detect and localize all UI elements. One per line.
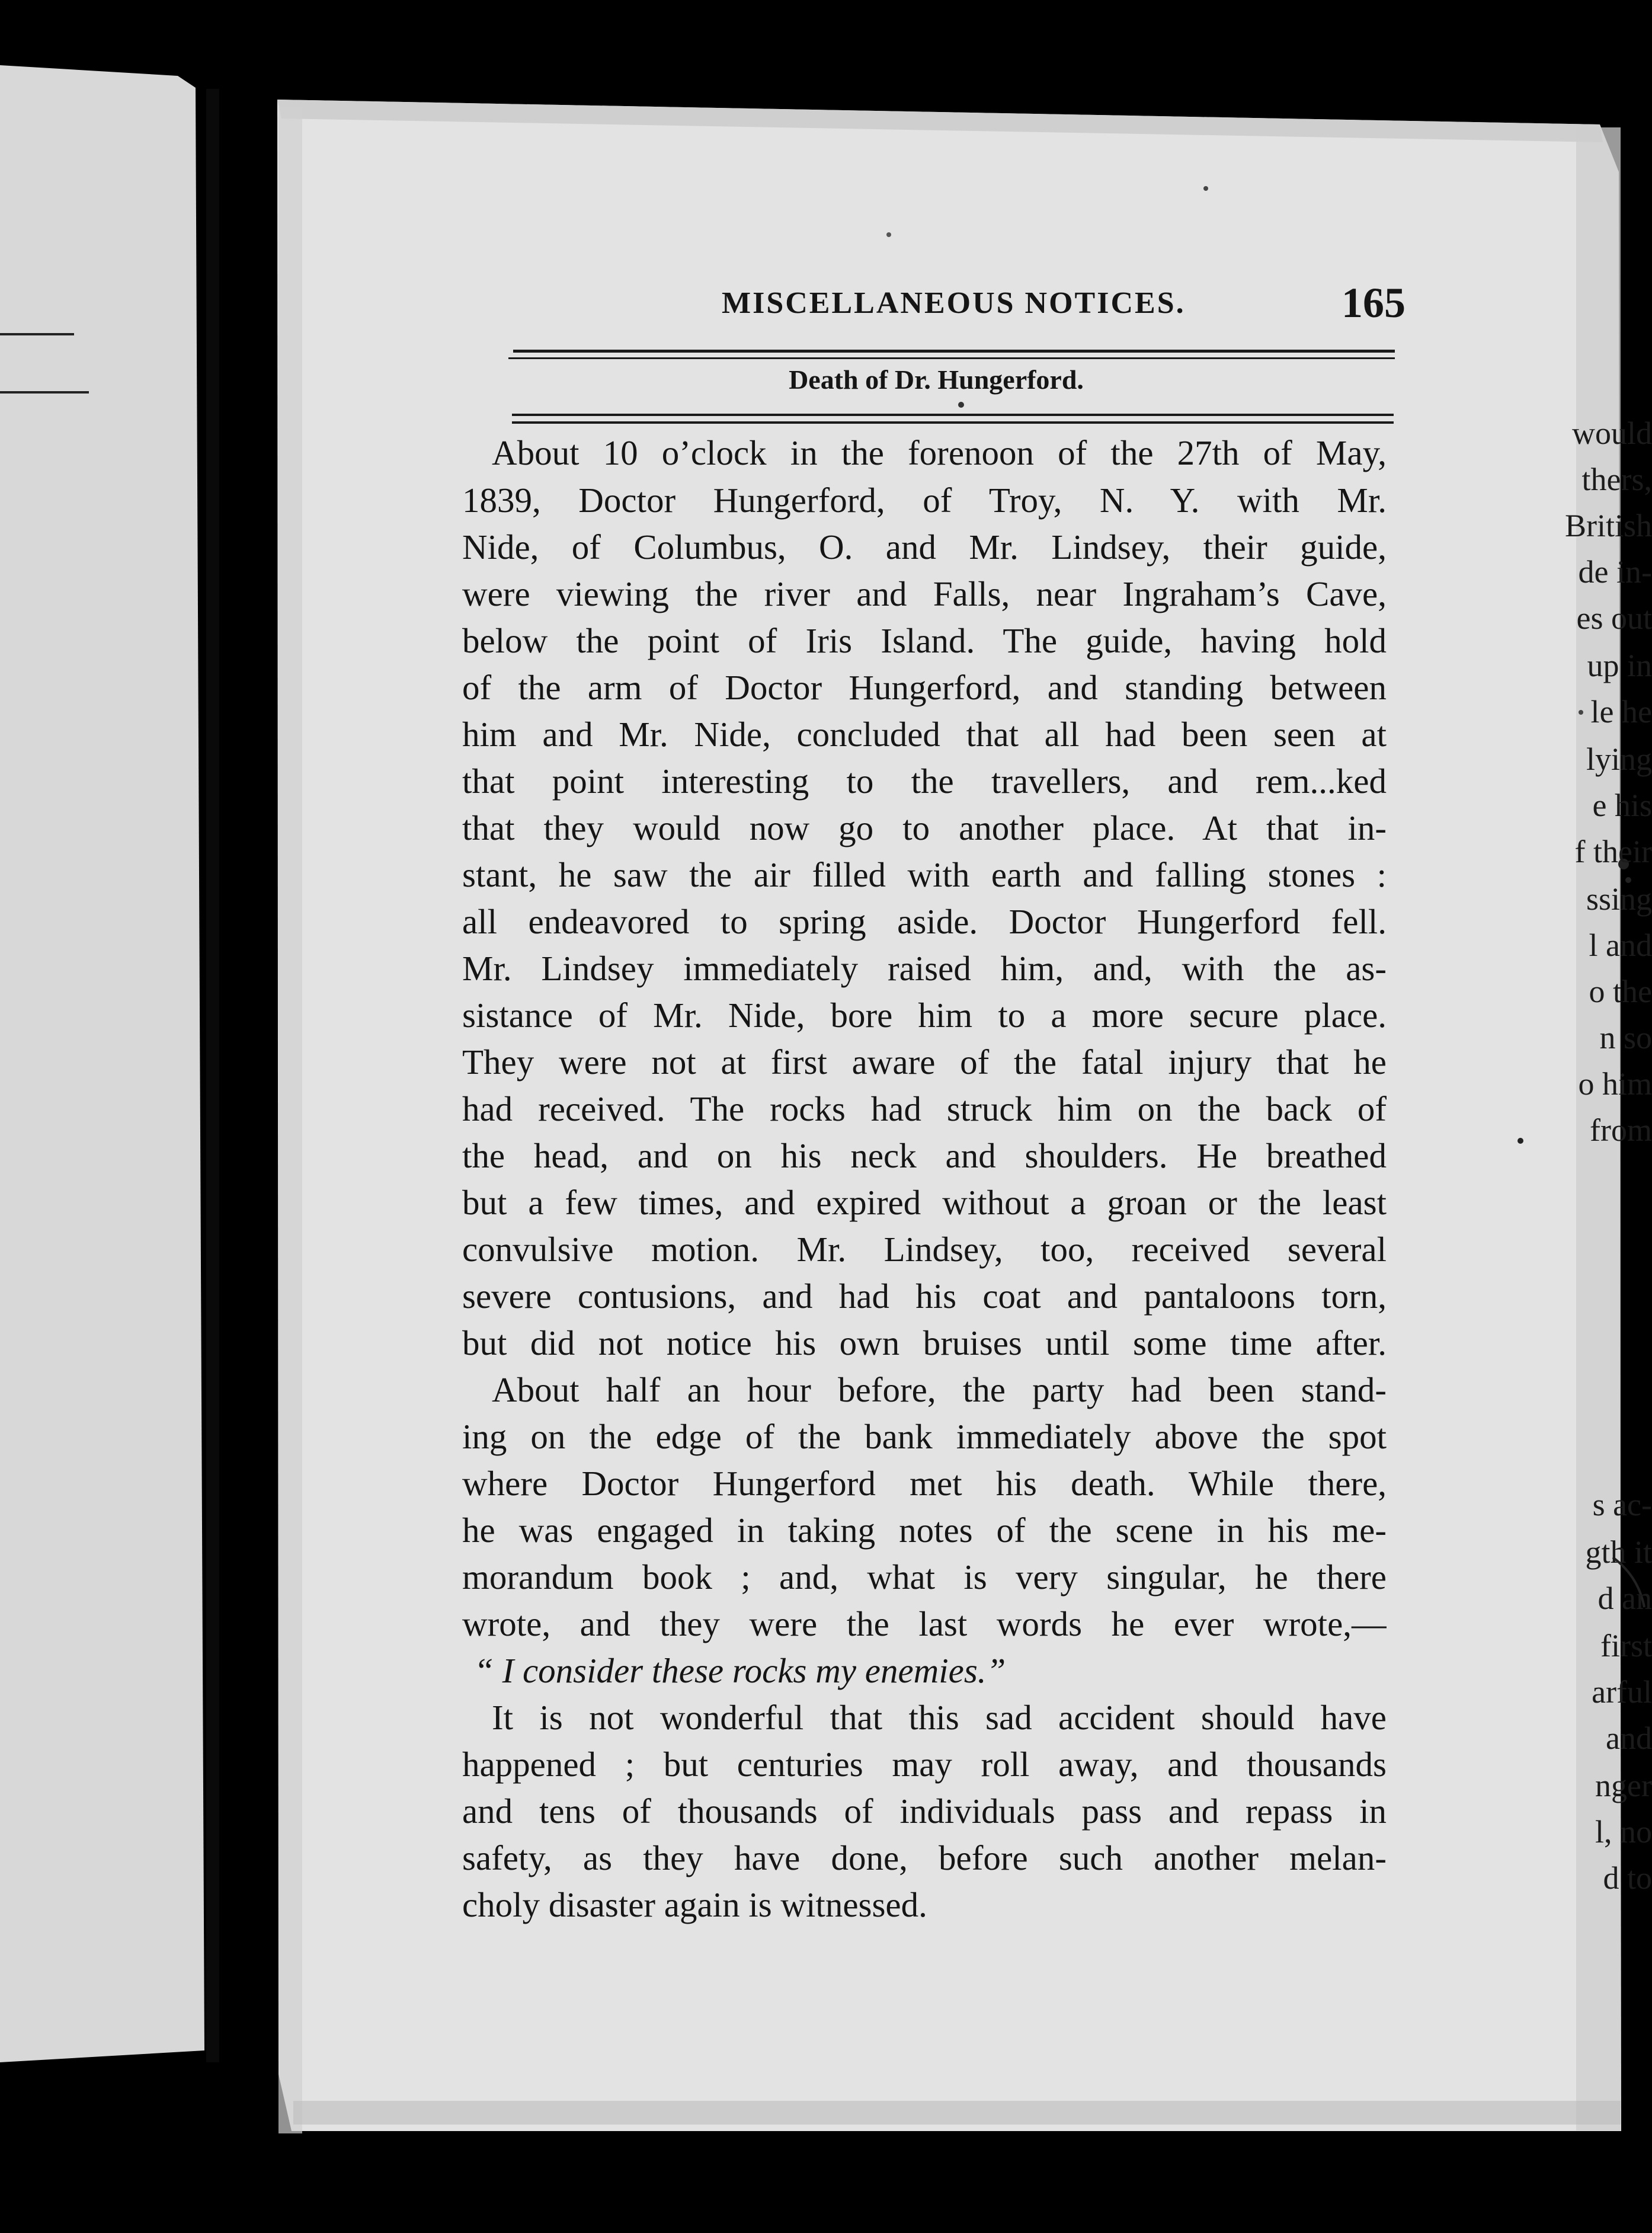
body-line: sistance of Mr. Nide, bore him to a more secure place. (462, 996, 1387, 1035)
body-line: that they would now go to another place. At that in- (462, 808, 1387, 847)
left-page-fragment: o him (1578, 1066, 1652, 1102)
left-page-fragment: and (1606, 1720, 1652, 1756)
left-page-fragment: e his (1592, 788, 1652, 823)
body-line: that point interesting to the travellers, and rem...ked (462, 762, 1387, 801)
left-page-fragment: le he (1590, 694, 1652, 730)
left-page-fragment: f their (1574, 834, 1652, 869)
left-page-fragment: d an (1597, 1581, 1652, 1616)
left-page-fragment: would (1572, 415, 1652, 451)
body-line: It is not wonderful that this sad accident should have (492, 1698, 1387, 1737)
body-line: About half an hour before, the party had been stand- (492, 1370, 1387, 1409)
body-line: but did not notice his own bruises until some time after. (462, 1323, 1387, 1362)
left-page-fragment: o the (1589, 974, 1652, 1009)
quoted-line: “ I consider these rocks my enemies.” (474, 1651, 1006, 1690)
body-line: where Doctor Hungerford met his death. While there, (462, 1464, 1387, 1503)
body-line: ing on the edge of the bank immediately above the spot (462, 1417, 1387, 1456)
left-page-fragment: lying (1586, 741, 1652, 777)
body-line: 1839, Doctor Hungerford, of Troy, N. Y. with Mr. (462, 481, 1387, 520)
running-head: MISCELLANEOUS NOTICES. (722, 286, 1186, 320)
body-line: stant, he saw the air filled with earth and falling stones : (462, 855, 1387, 894)
body-line: severe contusions, and had his coat and pantaloons torn, (462, 1277, 1387, 1316)
left-page-fragment: nger (1595, 1768, 1652, 1803)
left-page-fragment: British (1564, 508, 1652, 543)
body-line: were viewing the river and Falls, near Ingraham’s Cave, (462, 574, 1387, 613)
body-line: had received. The rocks had struck him on the back of (462, 1089, 1387, 1128)
left-page-fragment: l and (1589, 927, 1652, 963)
left-page-fragment: gth it (1585, 1534, 1652, 1570)
body-line: safety, as they have done, before such another melan- (462, 1838, 1387, 1877)
left-page-fragment: de in- (1578, 554, 1652, 590)
left-page-fragment: from (1590, 1112, 1652, 1148)
left-page-fragment: n so (1599, 1020, 1652, 1055)
left-page-fragment: up in (1587, 648, 1652, 683)
body-line: Nide, of Columbus, O. and Mr. Lindsey, their guide, (462, 527, 1387, 567)
body-line: They were not at first aware of the fatal injury that he (462, 1042, 1387, 1082)
body-line: wrote, and they were the last words he ever wrote,— (462, 1604, 1387, 1643)
left-page-fragment: s ac- (1592, 1487, 1652, 1522)
left-page-fragment: arful (1592, 1674, 1652, 1710)
body-line: choly disaster again is witnessed. (462, 1885, 927, 1924)
body-line: of the arm of Doctor Hungerford, and standing between (462, 668, 1387, 707)
body-line: and tens of thousands of individuals pass and repass in (462, 1791, 1387, 1831)
body-line: the head, and on his neck and shoulders. He breathed (462, 1136, 1387, 1175)
body-line: but a few times, and expired without a groan or the least (462, 1183, 1387, 1222)
left-page-fragment: ssing (1586, 881, 1652, 917)
body-line: morandum book ; and, what is very singular, he there (462, 1557, 1387, 1597)
left-page-fragment: thers, (1581, 462, 1652, 497)
body-line: below the point of Iris Island. The guide, having hold (462, 621, 1387, 660)
body-line: convulsive motion. Mr. Lindsey, too, received several (462, 1230, 1387, 1269)
body-line: him and Mr. Nide, concluded that all had been seen at (462, 715, 1387, 754)
section-title: Death of Dr. Hungerford. (789, 364, 1084, 395)
body-line: About 10 o’clock in the forenoon of the 27th of May, (492, 433, 1387, 472)
body-line: he was engaged in taking notes of the scene in his me- (462, 1511, 1387, 1550)
body-line: happened ; but centuries may roll away, and thousands (462, 1745, 1387, 1784)
left-page-fragment: l, no (1595, 1814, 1652, 1850)
page-number: 165 (1342, 279, 1406, 327)
left-page-fragment: es out (1576, 600, 1652, 636)
body-line: all endeavored to spring aside. Doctor Hungerford fell. (462, 902, 1387, 941)
left-page-fragment: first (1600, 1628, 1652, 1663)
body-line: Mr. Lindsey immediately raised him, and, with the as- (462, 949, 1387, 988)
left-page-fragment: d to (1603, 1860, 1652, 1896)
